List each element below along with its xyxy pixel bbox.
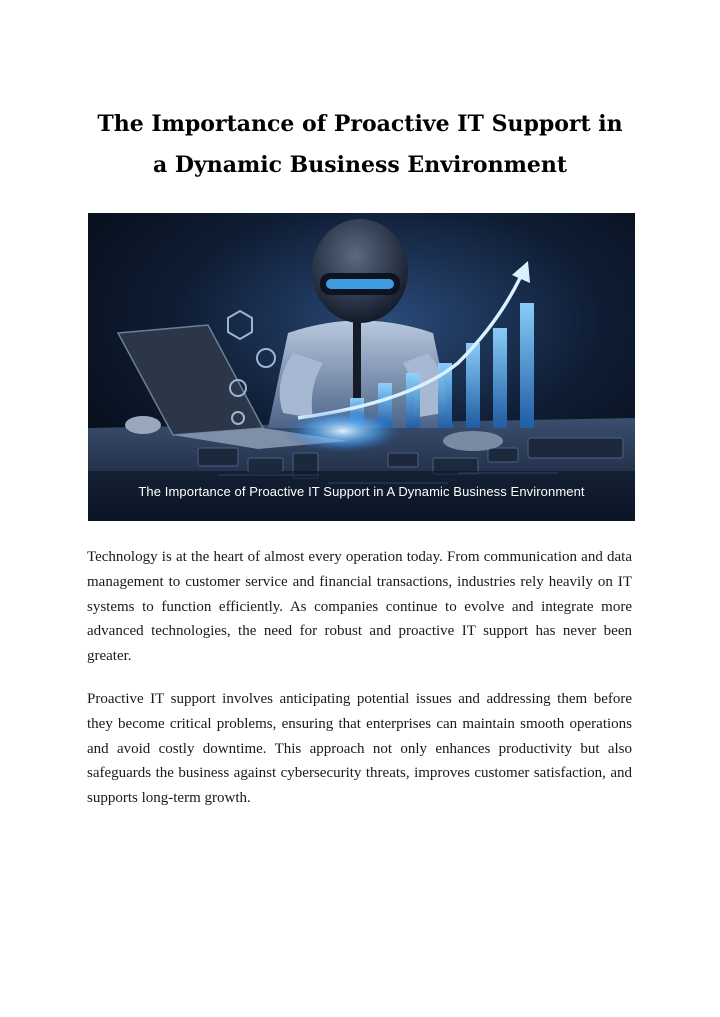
body-paragraph-1: Technology is at the heart of almost every operation today. From communication and data management to customer service and financial transactions, industries rely heavily on IT systems to function efficiently. As companies continue to evolve and integrate more advanced technologies, the need for robust and proactive IT support has never been greater. bbox=[87, 549, 632, 665]
page-title bbox=[60, 104, 660, 186]
hero-image bbox=[88, 213, 635, 521]
page-title-line-2: a Dynamic Business Environment bbox=[152, 152, 568, 178]
hero-image-caption: The Importance of Proactive IT Support in A Dynamic Business Environment bbox=[138, 484, 585, 499]
body-paragraph-2: Proactive IT support involves anticipating potential issues and addressing them before they become critical problems, ensuring that enterprises can maintain smooth operations and avoid costly downtime. This approach not only enhances productivity but also safeguards the business against cybersecurity threats, improves customer satisfaction, and supports long-term growth. bbox=[87, 691, 632, 807]
robot-technician-analytics-illustration bbox=[88, 213, 635, 521]
page-title-line-1: The Importance of Proactive IT Support in bbox=[97, 111, 623, 137]
